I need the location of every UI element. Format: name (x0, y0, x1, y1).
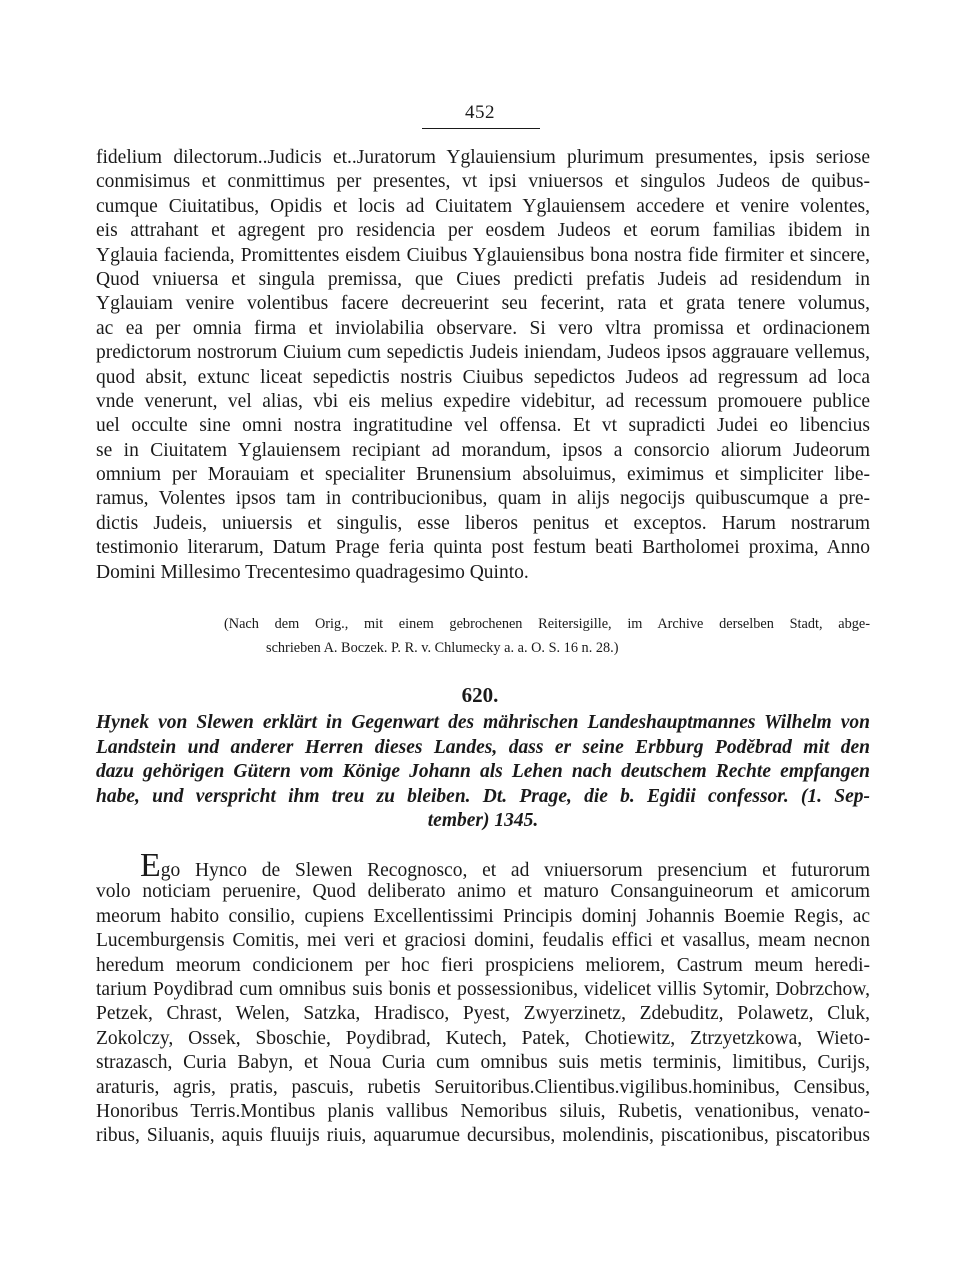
text-line: fidelium dilectorum..Judicis et..Juratorum Yglauiensium plurimum presumentes, ipsis seriose (96, 147, 870, 168)
text-line: testimonio literarum, Datum Prage feria quinta post festum beati Bartholomei proxima, Anno (96, 537, 870, 559)
page-number: 452 (465, 102, 495, 123)
text-line: meorum habito consilio, cupiens Excellentissimi Principis dominj Johannis Boemie Regis, ac (96, 905, 870, 927)
text-line: tarium Poydibrad cum omnibus suis bonis et possessionibus, videlicet villis Sytomir, Dobrzchow, (96, 978, 870, 1000)
note-line: (Nach dem Orig., mit einem gebrochenen Reitersigille, im Archive derselben Stadt, abge- (224, 616, 870, 632)
first-line-text: go Hynco de Slewen Recognosco, et ad vniuersorum presencium et futurorum (160, 860, 870, 881)
text-line-first (96, 847, 870, 884)
text-line: araturis, agris, pratis, pascuis, rubetis Seruitoribus.Clientibus.vigilibus.hominibus, Censibus, (96, 1076, 870, 1098)
text-line: ramus, Volentes ipsos tam in contribucionibus, quam in alijs negocijs quibuscumque a pre- (96, 488, 870, 510)
text-line: predictorum nostrorum Ciuium cum sepedictis Judeis iniendam, Judeos ipsos aggrauare vellemus, (96, 342, 870, 364)
text-line: Yglauia facienda, Promittentes eisdem Ciuibus Yglauiensibus bona nostra fide firmiter et sincere, (96, 244, 870, 266)
text-line: Honoribus Terris.Montibus planis vallibus Nemoribus siluis, Rubetis, venationibus, venato- (96, 1100, 870, 1122)
initial-letter: E (140, 847, 161, 884)
text-line: uel occulte sine omni nostra ingratitudine vel offensa. Et vt supradicti Judei eo libencius (96, 415, 870, 437)
text-line: Zokolczy, Ossek, Sboschie, Poydibrad, Kutech, Patek, Chotiewitz, Ztrzyetzkowa, Wieto- (96, 1027, 870, 1049)
text-line: quod absit, extunc liceat sepedictis nostris Ciuibus sepedictos Judeos ad regressum ad loca (96, 366, 870, 388)
text-line: volo noticiam peruenire, Quod deliberato animo et maturo Consanguineorum et amicorum (96, 881, 870, 903)
text-line: omnium per Morauiam et specialiter Brunensium absoluimus, eximimus et simpliciter libe- (96, 464, 870, 486)
charter-text (96, 847, 870, 1149)
text-line: ribus, Siluanis, aquis fluuijs riuis, aquarumue decursibus, molendinis, piscationibus, piscatoribus (96, 1125, 870, 1147)
text-line: Domini Millesimo Trecentesimo quadragesimo Quinto. (96, 561, 529, 583)
summary-line: dazu gehörigen Gütern vom Könige Johann als Lehen nach deutschem Rechte empfangen (96, 761, 870, 782)
text-line: Petzek, Chrast, Welen, Satzka, Hradisco, Pyest, Zwyerzinetz, Zdebuditz, Polawetz, Cluk, (96, 1003, 870, 1025)
text-line: dictis Judeis, uniuersis et singulis, esse liberos penitus et exceptos. Harum nostrarum (96, 512, 870, 534)
page-number-rule (422, 128, 540, 129)
text-line: cumque Ciuitatibus, Opidis et locis ad Ciuitatem Yglauiensem accedere et venire volentes, (96, 195, 870, 217)
summary-line: habe, und verspricht ihm treu zu bleiben. Dt. Prage, die b. Egidii confessor. (1. Sep- (96, 785, 870, 807)
text-line: vnde venerunt, vel alias, vbi eis melius expedire videbitur, ad recessum promouere publice (96, 390, 870, 412)
text-line: ac ea per omnia firma et inviolabilia observare. Si vero vltra promissa et ordinacionem (96, 317, 870, 339)
document-number: 620. (461, 683, 499, 707)
source-note (224, 612, 870, 660)
text-line: conmisimus et conmittimus per presentes, vt ipsi vniuersos et singulos Judeos de quibus- (96, 171, 870, 193)
text-line: se in Ciuitatem Yglauiensem recipiant ad morandum, ipsos a consorcio aliorum Judeorum (96, 439, 870, 461)
note-line: schrieben A. Boczek. P. R. v. Chlumecky a. a. O. S. 16 n. 28.) (266, 640, 619, 656)
text-line: strazasch, Curia Babyn, et Noua Curia cum omnibus suis metis terminis, limitibus, Curijs, (96, 1052, 870, 1074)
text-line: Quod vniuersa et singula premissa, que Ciues predicti prefatis Judeis ad residendum in (96, 268, 870, 290)
summary-line: Landstein und anderer Herren dieses Landes, dass er seine Erbburg Poděbrad mit den (96, 736, 870, 758)
charter-text-continued (96, 146, 870, 585)
text-line: heredum meorum condicionem per hoc fieri prospiciens meliorem, Castrum meum heredi- (96, 954, 870, 976)
document-summary (96, 711, 870, 834)
summary-line: Hynek von Slewen erklärt in Gegenwart des mährischen Landeshauptmannes Wilhelm von (96, 712, 870, 733)
text-line: Lucemburgensis Comitis, mei veri et graciosi domini, feudalis effici et vasallus, meam necnon (96, 930, 870, 952)
text-line: Yglauiam venire volentibus facere decreuerint seu fecerint, rata et grata tenere volumus, (96, 293, 870, 315)
text-line: eis attrahant et agregent pro residencia per eosdem Judeos et eorum familias ibidem in (96, 220, 870, 242)
summary-line: tember) 1345. (427, 810, 539, 831)
